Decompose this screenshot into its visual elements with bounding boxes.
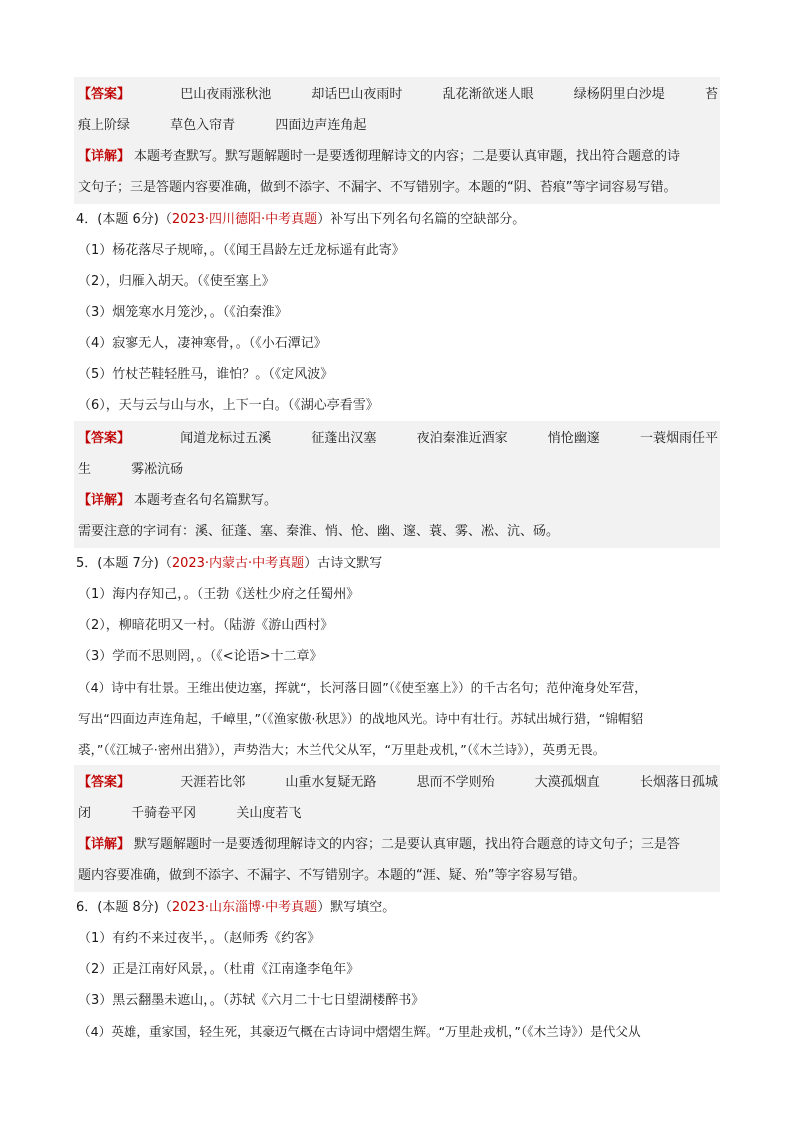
question-number: 4．(本题 6分)（ (76, 212, 172, 227)
answer-item: 思而不学则殆 (416, 775, 495, 790)
detail-tag: 【详解】 (78, 149, 131, 164)
question-item: （4）寂寥无人，凄神寒骨，。（《小石潭记》 (78, 336, 327, 351)
question-item: （2），柳暗花明又一村。（陆游《游山西村》 (78, 618, 334, 633)
question-source: 2023·四川德阳·中考真题 (171, 212, 318, 227)
detail-line (78, 516, 718, 547)
answer-item: 千骑卷平冈 (131, 806, 197, 821)
detail-line (78, 141, 718, 172)
answer-item: 悄怆幽邃 (547, 431, 600, 446)
detail-line (78, 172, 718, 203)
question-item: （3）烟笼寒水月笼沙，。（《泊秦淮》 (78, 305, 288, 320)
question-item: 写出“四面边声连角起，千嶂里，”（《渔家傲·秋思》）的战地风光。诗中有壮行。苏轼出城行猎，“锦帽貂 (78, 711, 644, 726)
answer-item: 征蓬出汉塞 (311, 431, 377, 446)
question-item: （3）黑云翻墨未遮山，。（苏轼《六月二十七日望湖楼醉书》 (78, 993, 425, 1008)
answer-block-q4 (74, 421, 720, 548)
answer-block-q3 (74, 77, 720, 204)
question-instruction: ）补写出下列名句名篇的空缺部分。 (317, 212, 526, 227)
answer-item: 夜泊秦淮近酒家 (416, 431, 508, 446)
answer-item: 闻道龙标过五溪 (180, 431, 272, 446)
question-item: 裘，”（《江城子·密州出猎》），声势浩大；木兰代父从军，“万里赴戎机，”（《木兰诗》），英勇无畏。 (78, 742, 606, 757)
question-number: 6．(本题 8分)（ (76, 900, 172, 915)
question-6-stem (74, 892, 720, 923)
question-item: （2），归雁入胡天。（《使至塞上》 (78, 274, 275, 289)
detail-tag: 【详解】 (78, 493, 131, 508)
question-instruction: ）默写填空。 (317, 900, 396, 915)
question-item: （2）正是江南好风景，。（杜甫《江南逢李龟年》 (78, 962, 360, 977)
question-number: 5．(本题 7分)（ (76, 556, 172, 571)
answer-item: 一蓑烟雨任平 (639, 431, 718, 446)
answer-item: 天涯若比邻 (180, 775, 246, 790)
question-item: （1）有约不来过夜半，。（赵师秀《约客》 (78, 931, 321, 946)
answer-line (78, 79, 718, 110)
question-item: （1）海内存知己，。（王勃《送杜少府之任蜀州》 (78, 587, 360, 602)
answer-line (78, 110, 718, 141)
answer-item: 苔 (704, 87, 718, 102)
answer-tag: 【答案】 (78, 431, 131, 446)
answer-line (78, 454, 718, 485)
question-item: （5）竹杖芒鞋轻胜马，谁怕？。（《定风波》 (78, 367, 334, 382)
question-5-stem (74, 548, 720, 579)
detail-text: 文句子；三是答题内容要准确，做到不添字、不漏字、不写错别字。本题的“阴、苔痕”等字词容易写错。 (78, 180, 677, 195)
answer-tag: 【答案】 (78, 87, 131, 102)
answer-item: 绿杨阴里白沙堤 (573, 87, 665, 102)
answer-item: 巴山夜雨涨秋池 (180, 87, 272, 102)
detail-line (78, 860, 718, 891)
answer-item: 关山度若飞 (236, 806, 302, 821)
question-item: （4）英雄，重家国，轻生死，其豪迈气概在古诗词中熠熠生辉。“万里赴戎机，”（《木兰诗》）是代父从 (78, 1024, 641, 1039)
answer-item: 却话巴山夜雨时 (311, 87, 403, 102)
answer-block-q5 (74, 765, 720, 892)
answer-line (78, 798, 718, 829)
question-instruction: ）古诗文默写 (304, 556, 383, 571)
detail-line (78, 485, 718, 516)
detail-text: 本题考查名句名篇默写。 (134, 493, 278, 508)
question-item: （3）学而不思则罔，。（《<论语>十二章》 (78, 649, 323, 664)
answer-item: 长烟落日孤城 (639, 775, 718, 790)
answer-item: 四面边声连角起 (275, 118, 367, 133)
detail-tag: 【详解】 (78, 837, 131, 852)
document-content (74, 77, 720, 1047)
detail-line (78, 829, 718, 860)
question-item: （6），天与云与山与水，上下一白。（《湖心亭看雪》 (78, 398, 379, 413)
question-item: （1）杨花落尽子规啼，。（《闻王昌龄左迁龙标遥有此寄》 (78, 243, 405, 258)
answer-item: 草色入帘青 (170, 118, 236, 133)
question-source: 2023·山东淄博·中考真题 (171, 900, 318, 915)
answer-item: 大漠孤烟直 (534, 775, 600, 790)
question-item: （4）诗中有壮景。王维出使边塞，挥就“，长河落日圆”（《使至塞上》）的千古名句；范仲淹身处军营， (78, 680, 647, 695)
question-source: 2023·内蒙古·中考真题 (171, 556, 305, 571)
answer-item: 山重水复疑无路 (285, 775, 377, 790)
detail-text: 题内容要准确，做到不添字、不漏字、不写错别字。本题的“涯、疑、殆”等字容易写错。 (78, 868, 586, 883)
detail-text: 本题考查默写。默写题解题时一是要透彻理解诗文的内容；二是要认真审题，找出符合题意的诗 (134, 149, 681, 164)
answer-line (78, 767, 718, 798)
answer-tag: 【答案】 (78, 775, 131, 790)
answer-item: 生 (78, 462, 92, 477)
detail-text: 默写题解题时一是要透彻理解诗文的内容；二是要认真审题，找出符合题意的诗文句子；三是答 (134, 837, 681, 852)
question-4-stem (74, 204, 720, 235)
answer-item: 闭 (78, 806, 92, 821)
answer-item: 雾凇沆砀 (131, 462, 184, 477)
answer-item: 乱花渐欲迷人眼 (442, 87, 534, 102)
answer-item: 痕上阶绿 (78, 118, 131, 133)
detail-text: 需要注意的字词有：溪、征蓬、塞、秦淮、悄、怆、幽、邃、蓑、雾、凇、沆、砀。 (78, 524, 560, 539)
answer-line (78, 423, 718, 454)
